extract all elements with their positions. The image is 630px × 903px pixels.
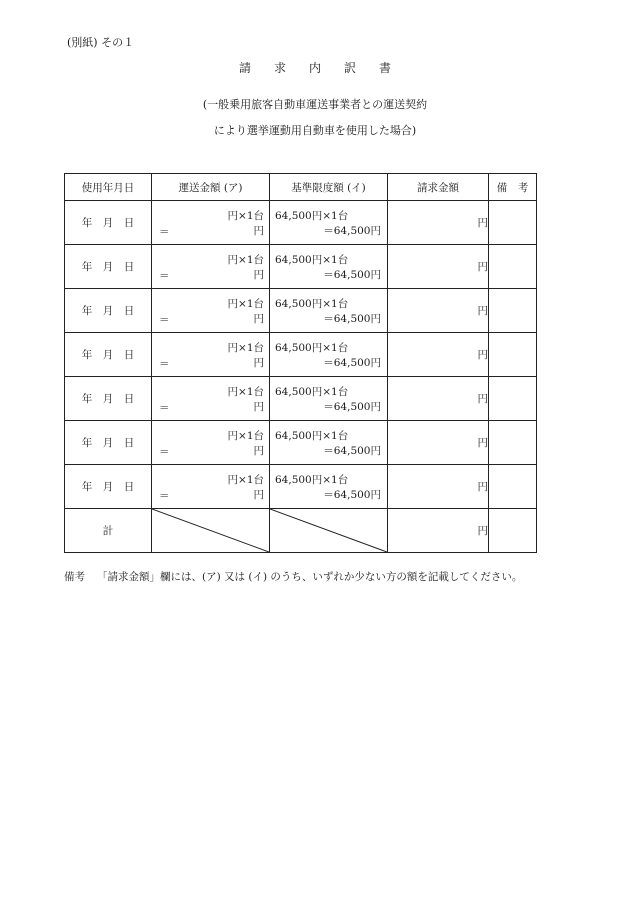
- limit-cell: [270, 377, 388, 421]
- claim-cell[interactable]: 円: [388, 377, 489, 421]
- fare-total: 円: [253, 313, 264, 325]
- limit-cell: [270, 201, 388, 245]
- note-text: 「請求金額」欄には、(ア) 又は (イ) のうち、いずれか少ない方の額を記載してください。: [97, 571, 523, 583]
- column-header-limit: 基準限度額 (イ): [270, 174, 388, 201]
- date-cell[interactable]: 年 月 日: [65, 245, 152, 289]
- remarks-cell[interactable]: [489, 289, 537, 333]
- remarks-cell[interactable]: [489, 333, 537, 377]
- limit-total: ＝64,500円: [323, 313, 381, 325]
- date-cell[interactable]: 年 月 日: [65, 421, 152, 465]
- fare-equals-sign: ＝: [159, 270, 170, 282]
- remarks-cell[interactable]: [489, 465, 537, 509]
- limit-total: ＝64,500円: [323, 269, 381, 281]
- limit-cell: [270, 245, 388, 289]
- fare-per-vehicle: 円×1台: [227, 386, 264, 398]
- limit-cell: [270, 421, 388, 465]
- limit-total: ＝64,500円: [323, 225, 381, 237]
- limit-cell: [270, 289, 388, 333]
- fare-per-vehicle: 円×1台: [227, 430, 264, 442]
- fare-cell[interactable]: [152, 245, 270, 289]
- fare-cell[interactable]: [152, 289, 270, 333]
- remarks-cell[interactable]: [489, 201, 537, 245]
- fare-cell[interactable]: [152, 465, 270, 509]
- date-cell[interactable]: 年 月 日: [65, 377, 152, 421]
- diagonal-strike-line: [152, 509, 269, 552]
- fare-total: 円: [253, 445, 264, 457]
- limit-total: ＝64,500円: [323, 489, 381, 501]
- remarks-cell[interactable]: [489, 377, 537, 421]
- claim-cell[interactable]: 円: [388, 465, 489, 509]
- claim-cell[interactable]: 円: [388, 421, 489, 465]
- total-claim-cell[interactable]: 円: [388, 509, 489, 553]
- table-row: [65, 333, 537, 377]
- fare-total: 円: [253, 401, 264, 413]
- total-label: 計: [65, 509, 152, 553]
- limit-cell: [270, 333, 388, 377]
- fare-total: 円: [253, 489, 264, 501]
- table-row: [65, 289, 537, 333]
- limit-per-vehicle: 64,500円×1台: [275, 342, 349, 354]
- table-row: [65, 201, 537, 245]
- fare-total: 円: [253, 225, 264, 237]
- table-row: [65, 245, 537, 289]
- subtitle-line-1: (一般乗用旅客自動車運送事業者との運送契約: [202, 98, 428, 111]
- fare-per-vehicle: 円×1台: [227, 474, 264, 486]
- claim-cell[interactable]: 円: [388, 289, 489, 333]
- claim-cell[interactable]: 円: [388, 333, 489, 377]
- fare-total: 円: [253, 357, 264, 369]
- fare-per-vehicle: 円×1台: [227, 254, 264, 266]
- fare-per-vehicle: 円×1台: [227, 298, 264, 310]
- limit-total: ＝64,500円: [323, 401, 381, 413]
- remarks-cell[interactable]: [489, 421, 537, 465]
- diagonal-strike-line: [270, 509, 387, 552]
- limit-total: ＝64,500円: [323, 357, 381, 369]
- table-row: [65, 377, 537, 421]
- column-header-claim: 請求金額: [388, 174, 489, 201]
- fare-equals-sign: ＝: [159, 358, 170, 370]
- fare-cell[interactable]: [152, 421, 270, 465]
- table-row: [65, 465, 537, 509]
- limit-per-vehicle: 64,500円×1台: [275, 298, 349, 310]
- limit-per-vehicle: 64,500円×1台: [275, 210, 349, 222]
- claim-cell[interactable]: 円: [388, 245, 489, 289]
- limit-per-vehicle: 64,500円×1台: [275, 430, 349, 442]
- fare-equals-sign: ＝: [159, 490, 170, 502]
- fare-equals-sign: ＝: [159, 402, 170, 414]
- invoice-table: [64, 173, 537, 553]
- limit-per-vehicle: 64,500円×1台: [275, 254, 349, 266]
- total-row: [65, 509, 537, 553]
- document-title: 請求内訳書: [238, 61, 414, 75]
- limit-cell: [270, 465, 388, 509]
- fare-total: 円: [253, 269, 264, 281]
- remarks-note: [64, 569, 522, 584]
- fare-cell[interactable]: [152, 377, 270, 421]
- column-header-remarks: 備 考: [489, 174, 537, 201]
- column-header-date: 使用年月日: [65, 174, 152, 201]
- table-row: [65, 421, 537, 465]
- fare-cell[interactable]: [152, 201, 270, 245]
- total-remarks-cell[interactable]: [489, 509, 537, 553]
- annex-label: (別紙) その１: [67, 36, 135, 49]
- column-header-fare: 運送金額 (ア): [152, 174, 270, 201]
- claim-cell[interactable]: 円: [388, 201, 489, 245]
- date-cell[interactable]: 年 月 日: [65, 289, 152, 333]
- note-heading: 備考: [64, 571, 85, 583]
- fare-per-vehicle: 円×1台: [227, 342, 264, 354]
- remarks-cell[interactable]: [489, 245, 537, 289]
- date-cell[interactable]: 年 月 日: [65, 465, 152, 509]
- fare-equals-sign: ＝: [159, 446, 170, 458]
- table-header-row: [65, 174, 537, 201]
- fare-equals-sign: ＝: [159, 314, 170, 326]
- limit-total-strike-cell: [270, 509, 388, 553]
- date-cell[interactable]: 年 月 日: [65, 201, 152, 245]
- fare-per-vehicle: 円×1台: [227, 210, 264, 222]
- date-cell[interactable]: 年 月 日: [65, 333, 152, 377]
- subtitle-line-2: により選挙運動用自動車を使用した場合): [213, 124, 417, 137]
- fare-cell[interactable]: [152, 333, 270, 377]
- fare-equals-sign: ＝: [159, 226, 170, 238]
- fare-total-strike-cell: [152, 509, 270, 553]
- limit-per-vehicle: 64,500円×1台: [275, 386, 349, 398]
- limit-per-vehicle: 64,500円×1台: [275, 474, 349, 486]
- limit-total: ＝64,500円: [323, 445, 381, 457]
